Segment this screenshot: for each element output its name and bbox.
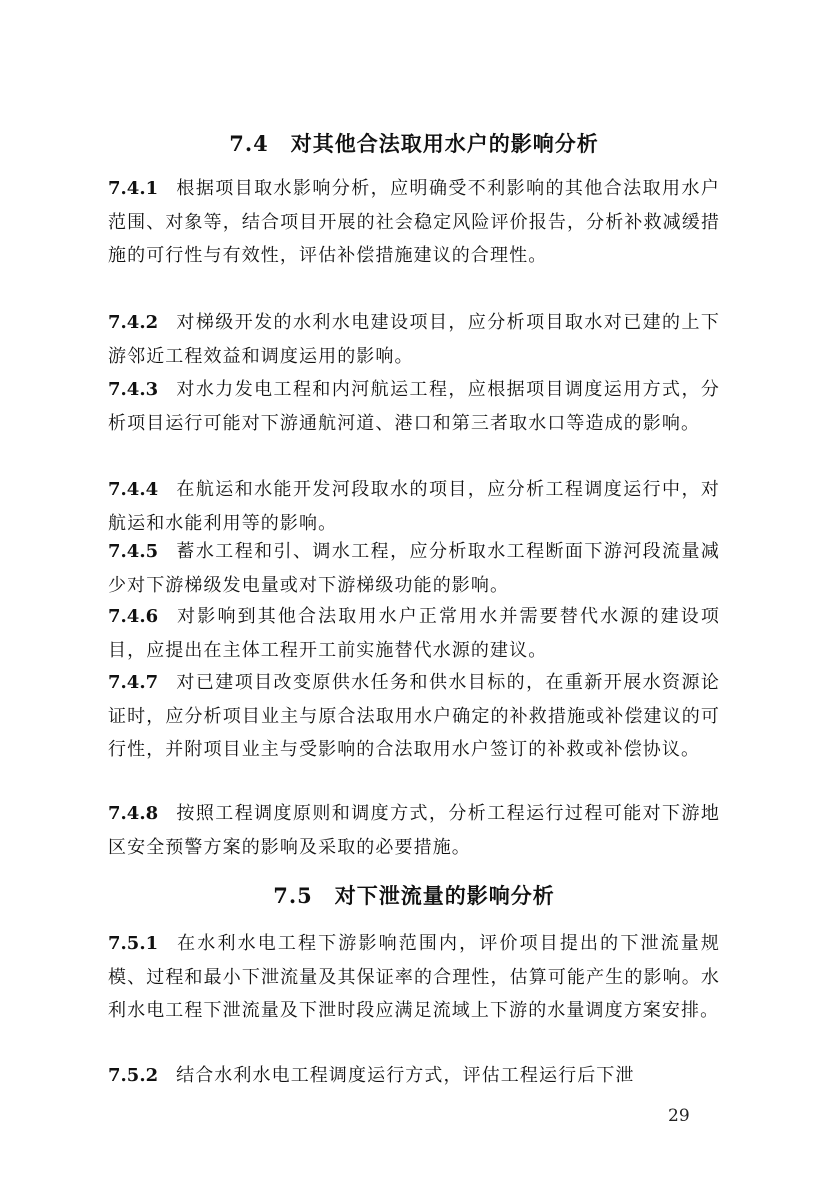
clause-text: 在航运和水能开发河段取水的项目，应分析工程调度运行中，对航运和水能利用等的影响。 — [108, 479, 720, 534]
clause-7-4-7 — [108, 666, 720, 767]
clause-number: 7.4.3 — [108, 379, 159, 400]
section-heading: 对其他合法取用水户的影响分析 — [290, 132, 599, 156]
clause-7-4-5 — [108, 535, 720, 602]
clause-text: 在水利水电工程下游影响范围内，评价项目提出的下泄流量规模、过程和最小下泄流量及其保证率的合理性，估算可能产生的影响。水利水电工程下泄流量及下泄时段应满足流域上下游的水量调度方案安排。 — [108, 933, 720, 1021]
clause-text: 按照工程调度原则和调度方式，分析工程运行过程可能对下游地区安全预警方案的影响及采取的必要措施。 — [108, 803, 720, 858]
clause-number: 7.5.2 — [108, 1065, 159, 1086]
clause-number: 7.4.2 — [108, 312, 159, 333]
section-title-7-4 — [108, 128, 720, 158]
clause-7-4-1 — [108, 172, 720, 273]
clause-7-5-1 — [108, 927, 720, 1028]
clause-text: 对影响到其他合法取用水户正常用水并需要替代水源的建设项目，应提出在主体工程开工前实施替代水源的建议。 — [108, 606, 720, 661]
clause-7-4-2 — [108, 306, 720, 373]
clause-text: 对水力发电工程和内河航运工程，应根据项目调度运用方式，分析项目运行可能对下游通航河道、港口和第三者取水口等造成的影响。 — [108, 379, 720, 434]
section-heading: 对下泄流量的影响分析 — [334, 884, 555, 908]
clause-number: 7.4.6 — [108, 606, 159, 627]
section-number: 7.5 — [273, 883, 313, 908]
clause-number: 7.4.7 — [108, 672, 159, 693]
clause-number: 7.5.1 — [108, 933, 159, 954]
clause-number: 7.4.5 — [108, 541, 159, 562]
section-number: 7.4 — [229, 131, 269, 156]
clause-7-4-6 — [108, 600, 720, 667]
clause-text: 对已建项目改变原供水任务和供水目标的，在重新开展水资源论证时，应分析项目业主与原合法取用水户确定的补救措施或补偿建议的可行性，并附项目业主与受影响的合法取用水户签订的补救或补偿协议。 — [108, 672, 720, 760]
clause-text: 对梯级开发的水利水电建设项目，应分析项目取水对已建的上下游邻近工程效益和调度运用的影响。 — [108, 312, 720, 367]
clause-text: 根据项目取水影响分析，应明确受不利影响的其他合法取用水户范围、对象等，结合项目开展的社会稳定风险评价报告，分析补救减缓措施的可行性与有效性，评估补偿措施建议的合理性。 — [108, 178, 720, 266]
page-number: 29 — [668, 1106, 690, 1126]
clause-7-5-2 — [108, 1059, 720, 1093]
clause-number: 7.4.1 — [108, 178, 159, 199]
clause-text: 结合水利水电工程调度运行方式，评估工程运行后下泄 — [176, 1065, 635, 1086]
section-title-7-5 — [108, 880, 720, 910]
clause-7-4-3 — [108, 373, 720, 440]
clause-7-4-4 — [108, 473, 720, 540]
clause-7-4-8 — [108, 797, 720, 864]
clause-text: 蓄水工程和引、调水工程，应分析取水工程断面下游河段流量减少对下游梯级发电量或对下游梯级功能的影响。 — [108, 541, 720, 596]
clause-number: 7.4.4 — [108, 479, 159, 500]
clause-number: 7.4.8 — [108, 803, 159, 824]
